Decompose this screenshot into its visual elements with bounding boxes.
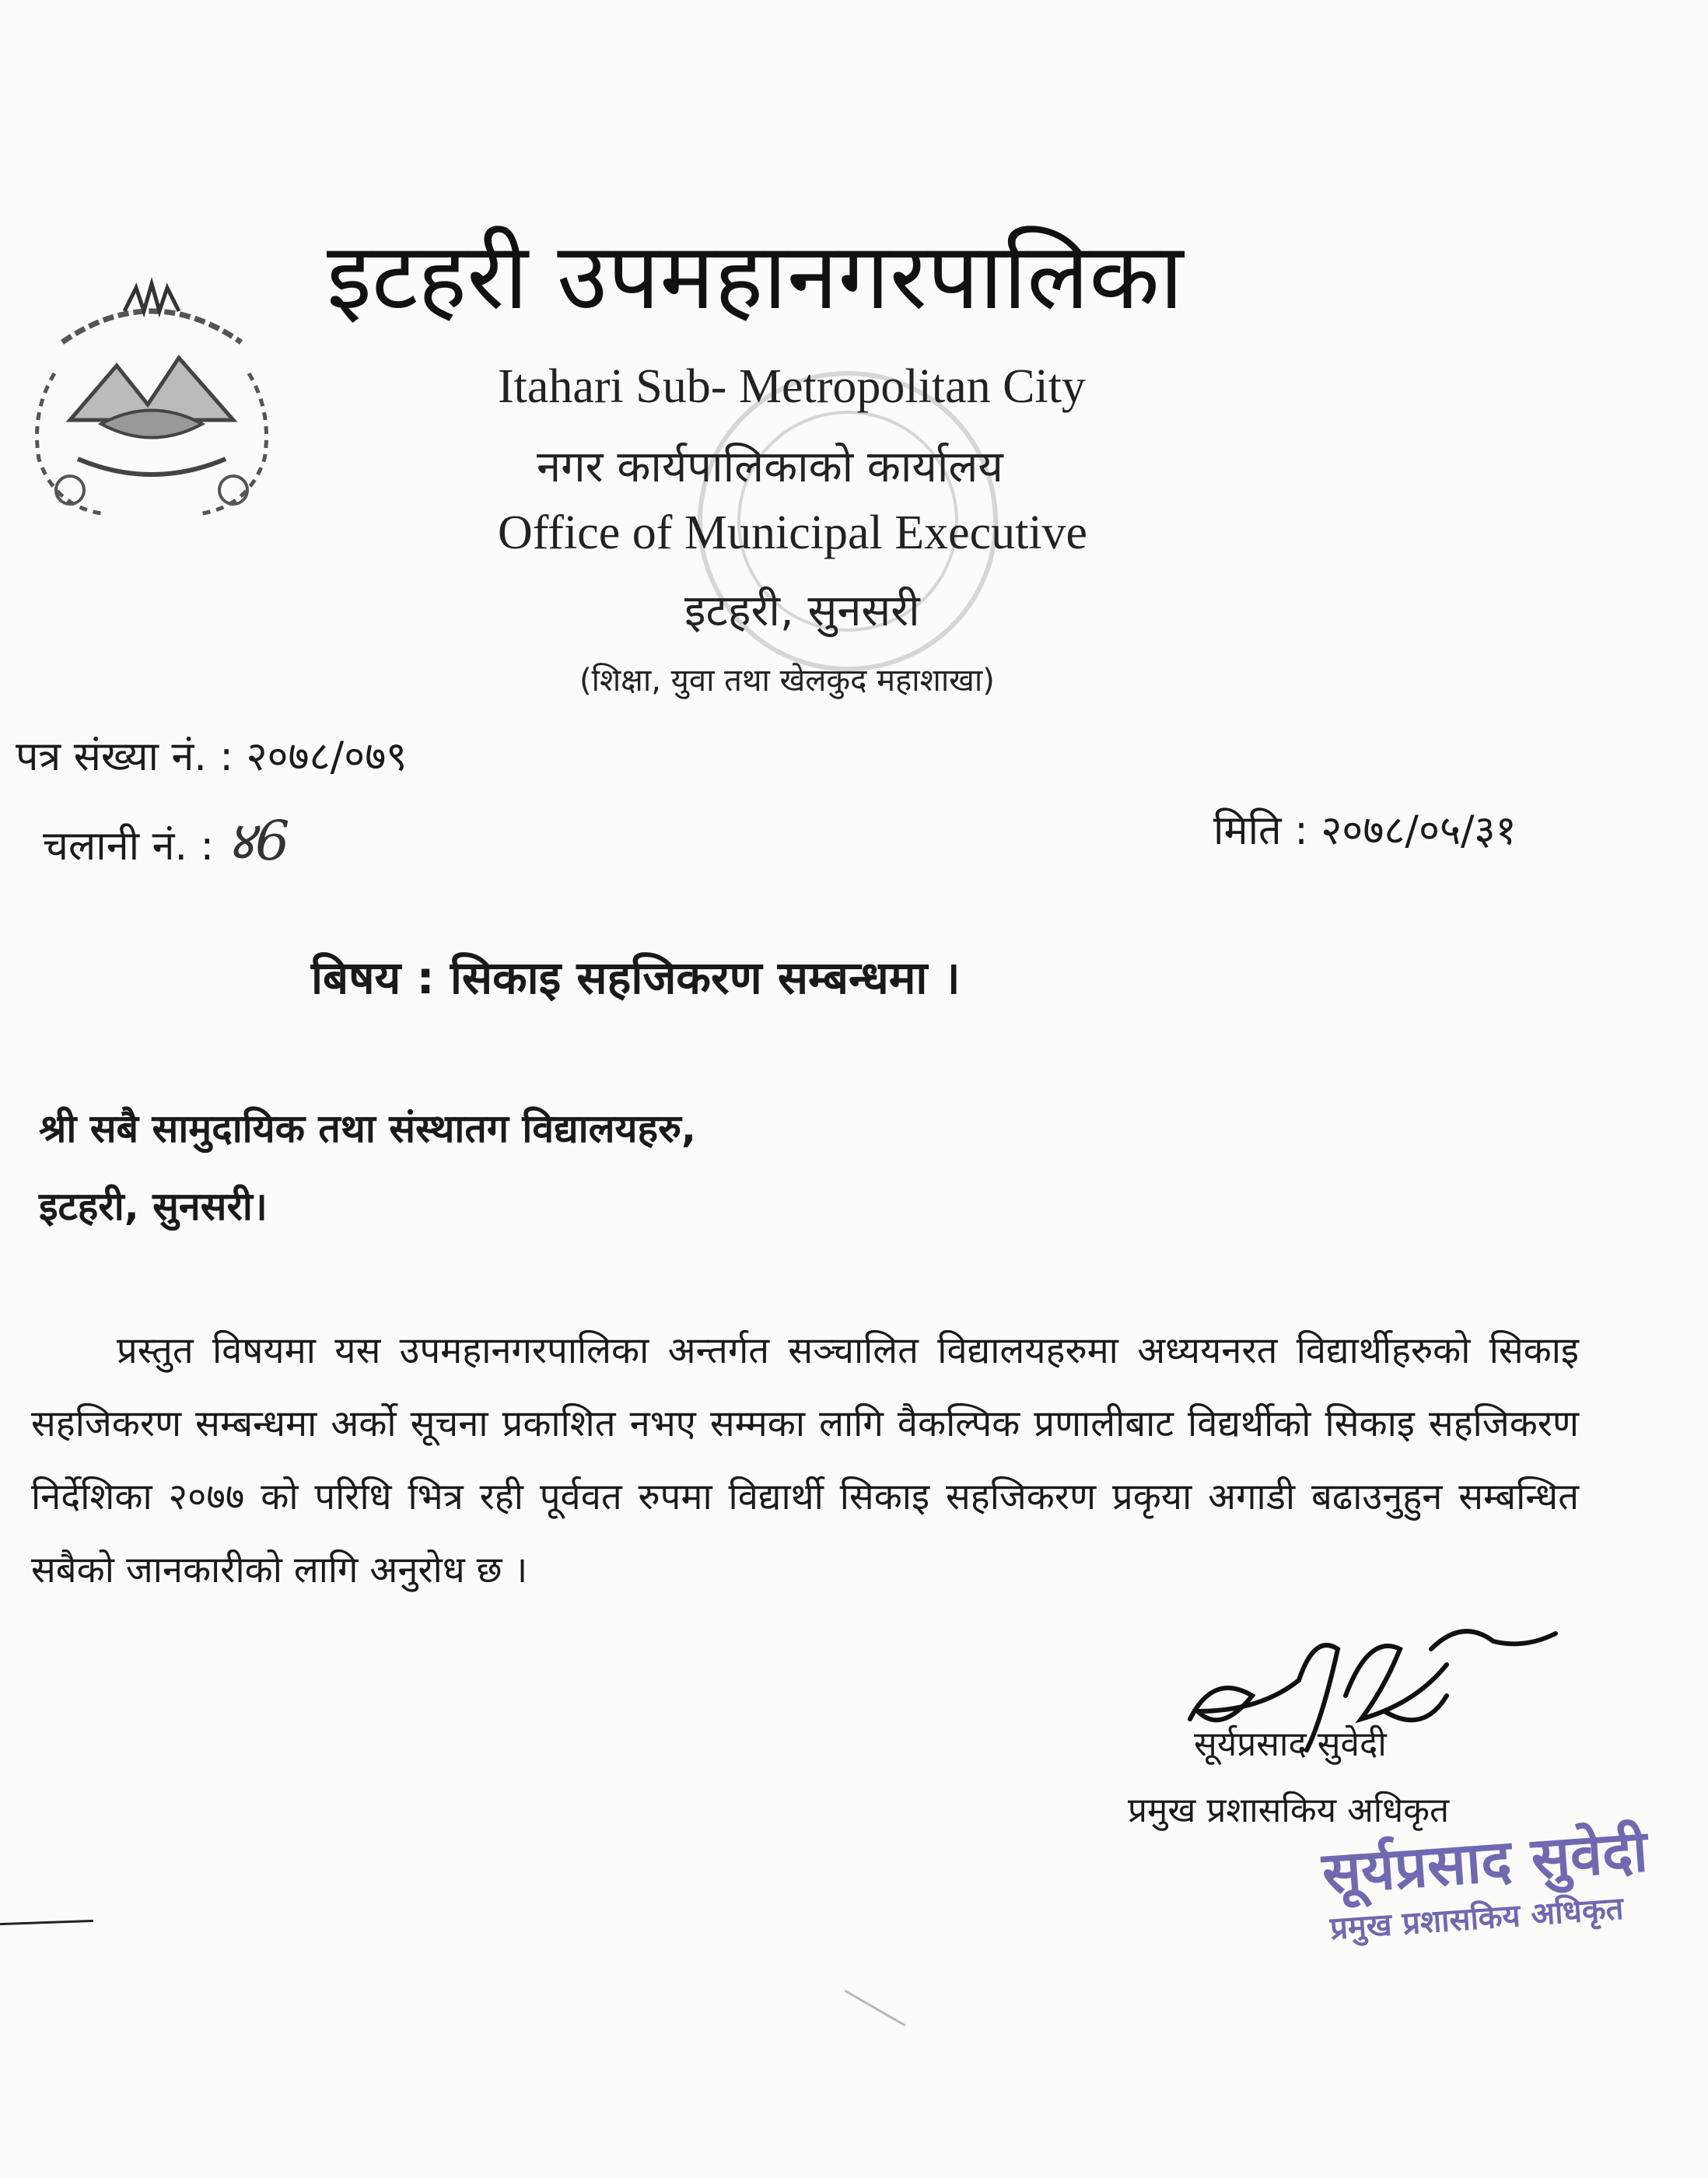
official-stamp-title: प्रमुख प्रशासकिय अधिकृत xyxy=(1328,1890,1625,1947)
dispatch-number-row xyxy=(43,801,290,876)
scan-artifact-mark xyxy=(0,1920,93,1925)
letter-number-value: २०७८/०७९ xyxy=(246,734,408,780)
executive-office-nepali: नगर कार्यपालिकाको कार्यालय xyxy=(537,442,1003,492)
signatory-name: सूर्यप्रसाद सुवेदी xyxy=(1194,1725,1387,1764)
dispatch-number-value: ४6 xyxy=(226,809,290,873)
addressee-line-2: इटहरी, सुनसरी। xyxy=(39,1184,268,1229)
dispatch-number-label: चलानी नं. : xyxy=(43,823,215,870)
date-row xyxy=(1213,801,1517,856)
subject-text: सिकाइ सहजिकरण सम्बन्धमा । xyxy=(450,951,961,1004)
addressee-line-1: श्री सबै सामुदायिक तथा संस्थातग विद्यालयहरु, xyxy=(39,1106,696,1151)
letter-number-label: पत्र संख्या नं. : xyxy=(16,734,233,780)
letter-number-row xyxy=(16,727,407,783)
subject-line xyxy=(311,945,961,1007)
office-name-nepali: इटहरी उपमहानगरपालिका xyxy=(327,222,1184,330)
letter-body: प्रस्तुत विषयमा यस उपमहानगरपालिका अन्तर्गत सञ्चालित विद्यालयहरुमा अध्ययनरत विद्यार्थीहरुको सिकाइ सहजिकरण सम्बन्धमा अर्को सूचना प्रकाशित नभए सम्मका लागि वैकल्पिक प्रणालीबाट विद्यर्थीको सिकाइ सहजिकरण निर्देशिका २०७७ को परिधि भित्र रही पूर्ववत रुपमा विद्यार्थी सिकाइ सहजिकरण प्रकृया अगाडी बढाउनुहुन सम्बन्धित सबैको जानकारीको लागि अनुरोध छ । xyxy=(31,1329,1579,1591)
date-value: २०७८/०५/३१ xyxy=(1321,807,1517,854)
executive-office-english: Office of Municipal Executive xyxy=(498,506,1088,559)
office-name-english: Itahari Sub- Metropolitan City xyxy=(498,360,1086,413)
official-stamp-name: सूर्यप्रसाद सुवेदी xyxy=(1320,1817,1650,1907)
office-location: इटहरी, सुनसरी xyxy=(684,586,920,636)
signatory-title: प्रमुख प्रशासकिय अधिकृत xyxy=(1128,1791,1450,1830)
scan-artifact-mark xyxy=(844,1990,905,2027)
municipal-emblem-icon xyxy=(8,257,296,537)
date-label: मिति : xyxy=(1213,807,1308,854)
department-name: (शिक्षा, युवा तथा खेलकुद महाशाखा) xyxy=(579,663,995,699)
subject-label: बिषय : xyxy=(311,951,435,1004)
